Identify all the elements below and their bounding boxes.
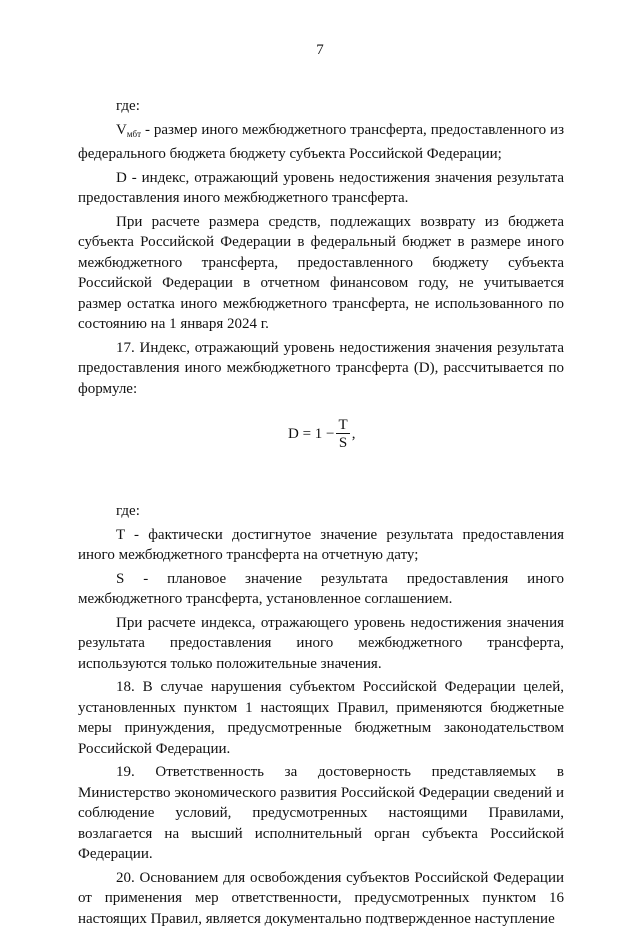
paragraph-where-2: где: bbox=[116, 503, 140, 519]
paragraph-index-positive: При расчете индекса, отражающего уровень недостижения значения результата предоставления иного межбюджетного трансферта, используются только положительные значения. bbox=[78, 614, 564, 672]
paragraph-s-definition: S - плановое значение результата предоставления иного межбюджетного трансферта, установленное соглашением. bbox=[78, 570, 564, 607]
vmbt-text: - размер иного межбюджетного трансферта, предоставленного из федерального бюджета бюджету субъекта Российской Федерации; bbox=[78, 121, 564, 162]
formula-denominator: S bbox=[338, 435, 348, 451]
paragraph-18: 18. В случае нарушения субъектом Российской Федерации целей, установленных пунктом 1 настоящих Правил, применяются бюджетные меры принуждения, предусмотренные бюджетным законодательством Российской Федерации. bbox=[78, 679, 564, 757]
paragraph-20: 20. Основанием для освобождения субъектов Российской Федерации от применения мер ответственности, предусмотренных пунктом 16 настоящих Правил, является документально подтвержденное наступление bbox=[78, 869, 564, 927]
paragraph-t-definition: T - фактически достигнутое значение результата предоставления иного межбюджетного трансферта на отчетную дату; bbox=[78, 526, 564, 563]
paragraph-vmbt-definition bbox=[78, 120, 564, 165]
paragraph-17: 17. Индекс, отражающий уровень недостижения значения результата предоставления иного межбюджетного трансферта (D), рассчитывается по формуле: bbox=[78, 339, 564, 397]
formula-numerator: T bbox=[338, 417, 348, 433]
formula-lhs: D = 1 − bbox=[288, 426, 335, 443]
formula-trail: , bbox=[351, 426, 356, 443]
paragraph-return-calculation: При расчете размера средств, подлежащих возврату из бюджета субъекта Российской Федерации в федеральный бюджет в размере иного межбюджетного трансферта, предоставленного бюджету субъекта Российской Федерации в отчетном финансовом году, не учитывается размер остатка иного межбюджетного трансферта, не использованного по состоянию на 1 января 2024 г. bbox=[78, 213, 564, 332]
vmbt-subscript: мбт bbox=[126, 128, 142, 139]
index-formula bbox=[78, 407, 564, 485]
vmbt-symbol: V bbox=[116, 121, 127, 138]
document-body bbox=[78, 96, 564, 932]
paragraph-19: 19. Ответственность за достоверность представляемых в Министерство экономического развития Российской Федерации сведений и соблюдение условий, предусмотренных настоящими Правилами, возлагается на высший исполнительный орган субъекта Российской Федерации. bbox=[78, 764, 564, 862]
formula-fraction bbox=[336, 417, 351, 452]
paragraph-d-definition: D - индекс, отражающий уровень недостижения значения результата предоставления иного межбюджетного трансферта. bbox=[78, 169, 564, 206]
paragraph-where: где: bbox=[116, 98, 140, 114]
page-number: 7 bbox=[316, 42, 324, 58]
